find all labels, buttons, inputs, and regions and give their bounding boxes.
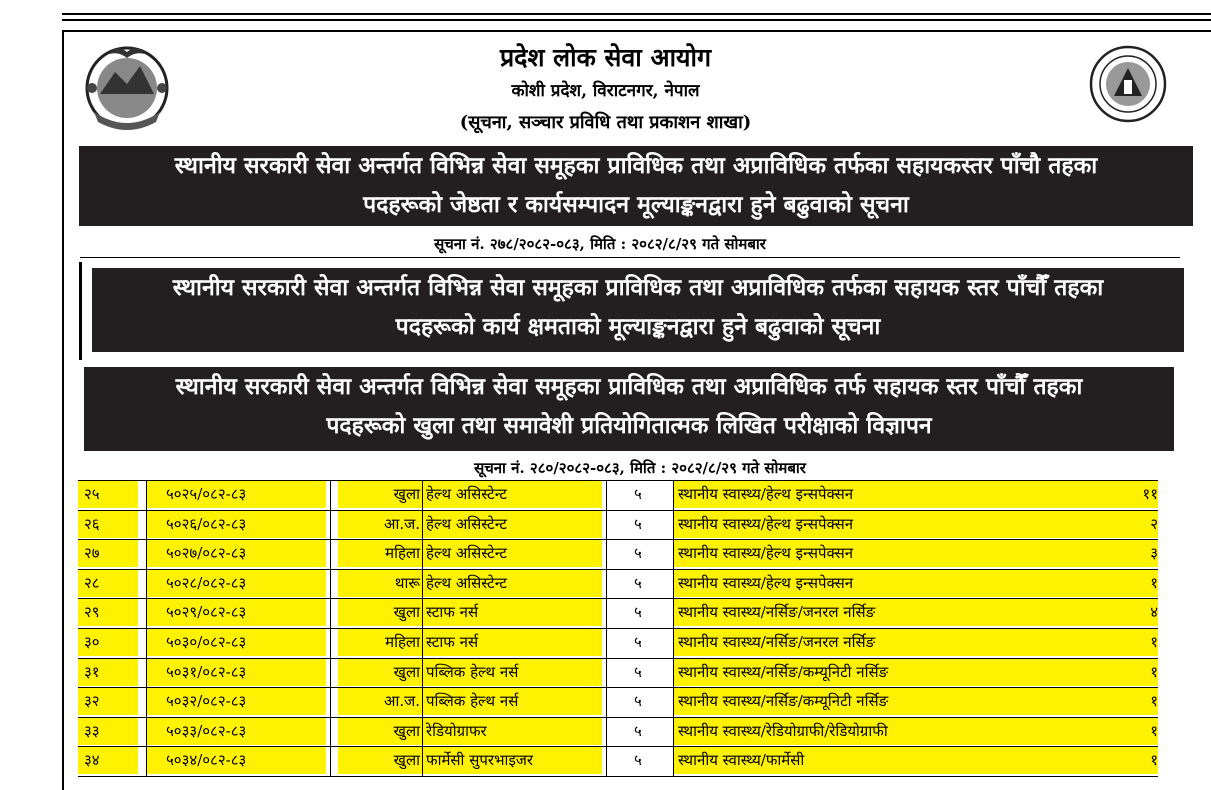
column-divider [606, 540, 607, 569]
table-row [78, 659, 1158, 689]
banner-1-line-2: पदहरूको जेष्ठता र कार्यसम्पादन मूल्याङ्कनद्वारा हुने बढुवाको सूचना [363, 191, 909, 218]
cell-code: ५०३०/०८२-८३ [166, 632, 247, 651]
column-divider [146, 747, 147, 776]
column-divider [330, 570, 331, 599]
cell-service: स्थानीय स्वास्थ्य/हेल्थ इन्सपेक्सन [678, 485, 854, 503]
column-divider [606, 659, 607, 688]
top-rule-2 [62, 19, 1211, 21]
column-divider [606, 511, 607, 540]
cell-post: हेल्थ असिस्टेन्ट [426, 485, 507, 503]
table-row [78, 629, 1158, 659]
cell-level: ५ [634, 662, 642, 681]
cell-level: ५ [634, 544, 642, 563]
cell-count: ४ [1150, 603, 1158, 622]
cell-sn: ३० [84, 632, 100, 651]
column-divider [146, 481, 147, 510]
cell-sn: २८ [84, 573, 100, 592]
column-divider [146, 718, 147, 747]
cell-post: फार्मेसी सुपरभाइजर [426, 751, 534, 770]
cell-code: ५०३२/०८२-८३ [166, 692, 247, 711]
cell-service: स्थानीय स्वास्थ्य/नर्सिङ/जनरल नर्सिङ [678, 603, 876, 622]
cell-service: स्थानीय स्वास्थ्य/नर्सिङ/कम्यूनिटी नर्सिङ [678, 692, 889, 711]
column-divider [330, 540, 331, 569]
notice-number-3: सूचना नं. २८०/२०८२-०८३, मिति : २०८२/८/२९ गते सोमबार [474, 459, 806, 477]
header-title: प्रदेश लोक सेवा आयोग [499, 43, 712, 72]
cell-sn: २६ [84, 514, 100, 533]
column-divider [422, 659, 423, 688]
column-divider [146, 570, 147, 599]
cell-sn: ३२ [84, 692, 100, 711]
table-row [78, 747, 1158, 777]
banner-3-line-2: पदहरूको खुला तथा समावेशी प्रतियोगितात्मक लिखित परीक्षाको विज्ञापन [326, 412, 932, 439]
column-divider [422, 511, 423, 540]
cell-level: ५ [634, 751, 642, 770]
cell-code: ५०२९/०८२-८३ [166, 603, 247, 622]
column-divider [606, 481, 607, 510]
cell-sn: ३३ [84, 721, 100, 740]
column-divider [606, 629, 607, 658]
cell-group: महिला [385, 632, 420, 651]
column-divider [330, 511, 331, 540]
column-divider [330, 659, 331, 688]
column-divider [673, 511, 674, 540]
cell-service: स्थानीय स्वास्थ्य/नर्सिङ/जनरल नर्सिङ [678, 632, 876, 651]
cell-level: ५ [634, 514, 642, 533]
notice-number-1: सूचना नं. २७८/२०८२-०८३, मिति : २०८२/८/२९ गते सोमबार [434, 235, 766, 253]
cell-post: हेल्थ असिस्टेन्ट [426, 573, 507, 592]
banner-3-line-1: स्थानीय सरकारी सेवा अन्तर्गत विभिन्न सेवा समूहका प्राविधिक तथा अप्राविधिक तर्फ सहायक स्तर पाँचौँ तहका [175, 373, 1083, 400]
cell-post: हेल्थ असिस्टेन्ट [426, 544, 507, 563]
cell-service: स्थानीय स्वास्थ्य/फार्मेसी [678, 751, 805, 770]
cell-level: ५ [634, 485, 642, 503]
cell-post: पब्लिक हेल्थ नर्स [426, 692, 519, 711]
cell-post: रेडियोग्राफर [426, 721, 487, 740]
cell-service: स्थानीय स्वास्थ्य/हेल्थ इन्सपेक्सन [678, 544, 854, 563]
cell-group: खुला [393, 721, 420, 740]
column-divider [146, 540, 147, 569]
column-divider [330, 481, 331, 510]
notice-banner-3 [84, 367, 1174, 451]
cell-service: स्थानीय स्वास्थ्य/हेल्थ इन्सपेक्सन [678, 573, 854, 592]
header-branch: (सूचना, सञ्चार प्रविधि तथा प्रकाशन शाखा) [459, 112, 752, 133]
column-divider [673, 599, 674, 628]
column-divider [606, 599, 607, 628]
column-divider [673, 570, 674, 599]
column-divider [673, 688, 674, 717]
top-rule [62, 13, 1211, 15]
column-divider [422, 629, 423, 658]
nepal-emblem-icon [80, 42, 174, 134]
column-divider [330, 747, 331, 776]
cell-count: १ [1150, 721, 1158, 740]
cell-count: १ [1150, 632, 1158, 651]
notice-banner-2 [92, 268, 1184, 352]
cell-count: १ [1150, 662, 1158, 681]
table-row [78, 540, 1158, 570]
cell-group: खुला [393, 751, 420, 770]
header-subtitle: कोशी प्रदेश, विराटनगर, नेपाल [511, 81, 700, 101]
column-divider [330, 599, 331, 628]
cell-post: पब्लिक हेल्थ नर्स [426, 662, 519, 681]
cell-group: खुला [393, 662, 420, 681]
column-divider [673, 747, 674, 776]
column-divider [330, 688, 331, 717]
table-row [78, 688, 1158, 718]
column-divider [422, 688, 423, 717]
cell-count: १ [1150, 751, 1158, 770]
column-divider [146, 688, 147, 717]
cell-count: १ [1150, 692, 1158, 711]
column-divider [422, 718, 423, 747]
commission-logo-icon [1088, 44, 1168, 124]
table-row [78, 511, 1158, 541]
cell-level: ५ [634, 573, 642, 592]
cell-post: हेल्थ असिस्टेन्ट [426, 514, 507, 533]
notice-1-underline [80, 257, 1180, 258]
cell-code: ५०३४/०८२-८३ [166, 751, 247, 770]
cell-service: स्थानीय स्वास्थ्य/रेडियोग्राफी/रेडियोग्राफी [678, 721, 888, 740]
table-row [78, 599, 1158, 629]
notice-banner-1 [79, 146, 1193, 226]
banner-1-line-1: स्थानीय सरकारी सेवा अन्तर्गत विभिन्न सेवा समूहका प्राविधिक तथा अप्राविधिक तर्फका सहायकस्तर पाँचौ तहका [174, 152, 1098, 179]
column-divider [422, 747, 423, 776]
cell-count: १ [1150, 573, 1158, 592]
cell-sn: ३४ [84, 751, 100, 770]
cell-count: ११ [1142, 485, 1158, 503]
table-row [78, 481, 1158, 511]
cell-post: स्टाफ नर्स [426, 632, 479, 651]
cell-level: ५ [634, 603, 642, 622]
column-divider [146, 599, 147, 628]
cell-sn: २९ [84, 603, 100, 622]
column-divider [606, 718, 607, 747]
column-divider [606, 688, 607, 717]
table-row [78, 718, 1158, 748]
cell-group: थारू [394, 573, 420, 592]
cell-level: ५ [634, 721, 642, 740]
column-divider [330, 718, 331, 747]
cell-sn: ३१ [84, 662, 100, 681]
column-divider [146, 511, 147, 540]
cell-code: ५०२७/०८२-८३ [166, 544, 247, 563]
cell-group: महिला [385, 544, 420, 563]
banner-2-left-rule [79, 262, 82, 360]
column-divider [673, 540, 674, 569]
column-divider [673, 629, 674, 658]
cell-service: स्थानीय स्वास्थ्य/हेल्थ इन्सपेक्सन [678, 514, 854, 533]
cell-code: ५०२६/०८२-८३ [166, 514, 247, 533]
column-divider [673, 481, 674, 510]
column-divider [330, 629, 331, 658]
cell-group: आ.ज. [384, 514, 420, 533]
column-divider [422, 540, 423, 569]
column-divider [422, 599, 423, 628]
column-divider [146, 659, 147, 688]
vacancy-table [78, 480, 1158, 777]
cell-service: स्थानीय स्वास्थ्य/नर्सिङ/कम्यूनिटी नर्सिङ [678, 662, 889, 681]
cell-group: खुला [393, 485, 420, 503]
cell-level: ५ [634, 632, 642, 651]
cell-group: खुला [393, 603, 420, 622]
cell-post: स्टाफ नर्स [426, 603, 479, 622]
cell-sn: २७ [84, 544, 100, 563]
cell-code: ५०३१/०८२-८३ [166, 662, 247, 681]
column-divider [146, 629, 147, 658]
column-divider [606, 747, 607, 776]
cell-count: २ [1150, 514, 1158, 533]
banner-2-line-2: पदहरूको कार्य क्षमताको मूल्याङ्कनद्वारा हुने बढुवाको सूचना [395, 313, 881, 340]
cell-sn: २५ [84, 485, 100, 503]
column-divider [422, 481, 423, 510]
cell-code: ५०२८/०८२-८३ [166, 573, 247, 592]
column-divider [422, 570, 423, 599]
cell-group: आ.ज. [384, 692, 420, 711]
cell-level: ५ [634, 692, 642, 711]
banner-2-line-1: स्थानीय सरकारी सेवा अन्तर्गत विभिन्न सेवा समूहका प्राविधिक तथा अप्राविधिक तर्फका सहायक स्तर पाँचौँ तहका [172, 274, 1104, 301]
cell-count: ३ [1150, 544, 1158, 563]
cell-code: ५०३३/०८२-८३ [166, 721, 247, 740]
table-row [78, 570, 1158, 600]
cell-code: ५०२५/०८२-८३ [166, 485, 247, 503]
column-divider [673, 659, 674, 688]
column-divider [606, 570, 607, 599]
column-divider [673, 718, 674, 747]
